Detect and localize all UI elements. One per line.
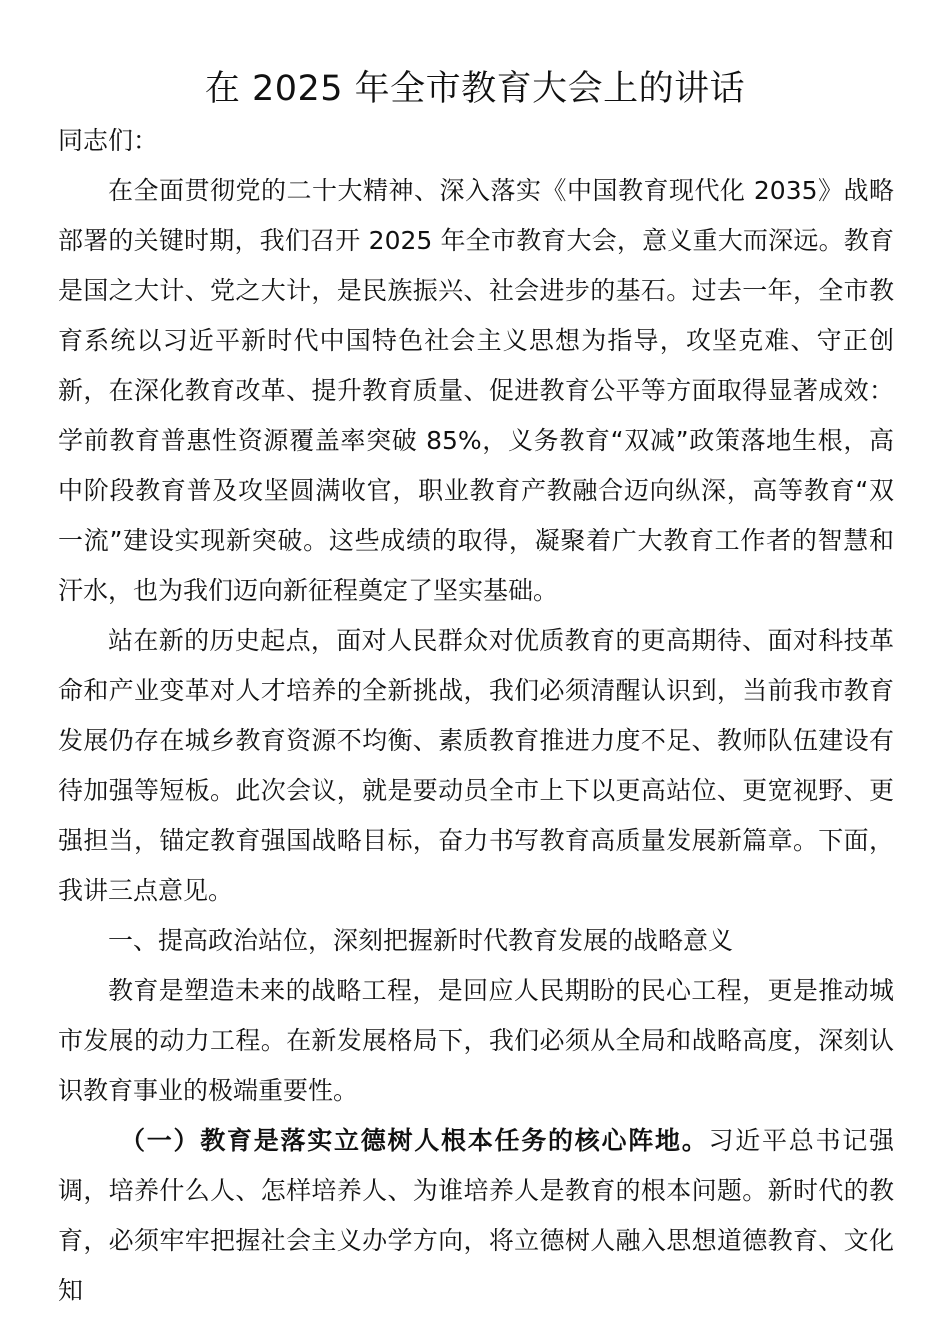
subsection-heading: （一）教育是落实立德树人根本任务的核心阵地。 (120, 1126, 709, 1155)
salutation: 同志们： (58, 126, 159, 155)
document-body (58, 116, 894, 1316)
paragraph-challenges: 站在新的历史起点，面对人民群众对优质教育的更高期待、面对科技革命和产业变革对人才培养的全新挑战，我们必须清醒认识到，当前我市教育发展仍存在城乡教育资源不均衡、素质教育推进力度不足、教师队伍建设有待加强等短板。此次会议，就是要动员全市上下以更高站位、更宽视野、更强担当，锚定教育强国战略目标，奋力书写教育高质量发展新篇章。下面，我讲三点意见。 (58, 626, 894, 905)
paragraph-subsection-one (58, 1116, 894, 1316)
section-heading-one: 一、提高政治站位，深刻把握新时代教育发展的战略意义 (108, 926, 734, 955)
paragraph-strategic-significance: 教育是塑造未来的战略工程，是回应人民期盼的民心工程，更是推动城市发展的动力工程。在新发展格局下，我们必须从全局和战略高度，深刻认识教育事业的极端重要性。 (58, 976, 894, 1105)
paragraph-intro: 在全面贯彻党的二十大精神、深入落实《中国教育现代化 2035》战略部署的关键时期，我们召开 2025 年全市教育大会，意义重大而深远。教育是国之大计、党之大计，是民族振兴、社会进步的基石。过去一年，全市教育系统以习近平新时代中国特色社会主义思想为指导，攻坚克难、守正创新，在深化教育改革、提升教育质量、促进教育公平等方面取得显著成效：学前教育普惠性资源覆盖率突破 85%，义务教育“双减”政策落地生根，高中阶段教育普及攻坚圆满收官，职业教育产教融合迈向纵深，高等教育“双一流”建设实现新突破。这些成绩的取得，凝聚着广大教育工作者的智慧和汗水，也为我们迈向新征程奠定了坚实基础。 (58, 176, 894, 605)
subsection-text: 习近平总书记强调，培养什么人、怎样培养人、为谁培养人是教育的根本问题。新时代的教育，必须牢牢把握社会主义办学方向，将立德树人融入思想道德教育、文化知 (58, 1126, 894, 1305)
document-title: 在 2025 年全市教育大会上的讲话 (204, 69, 746, 109)
